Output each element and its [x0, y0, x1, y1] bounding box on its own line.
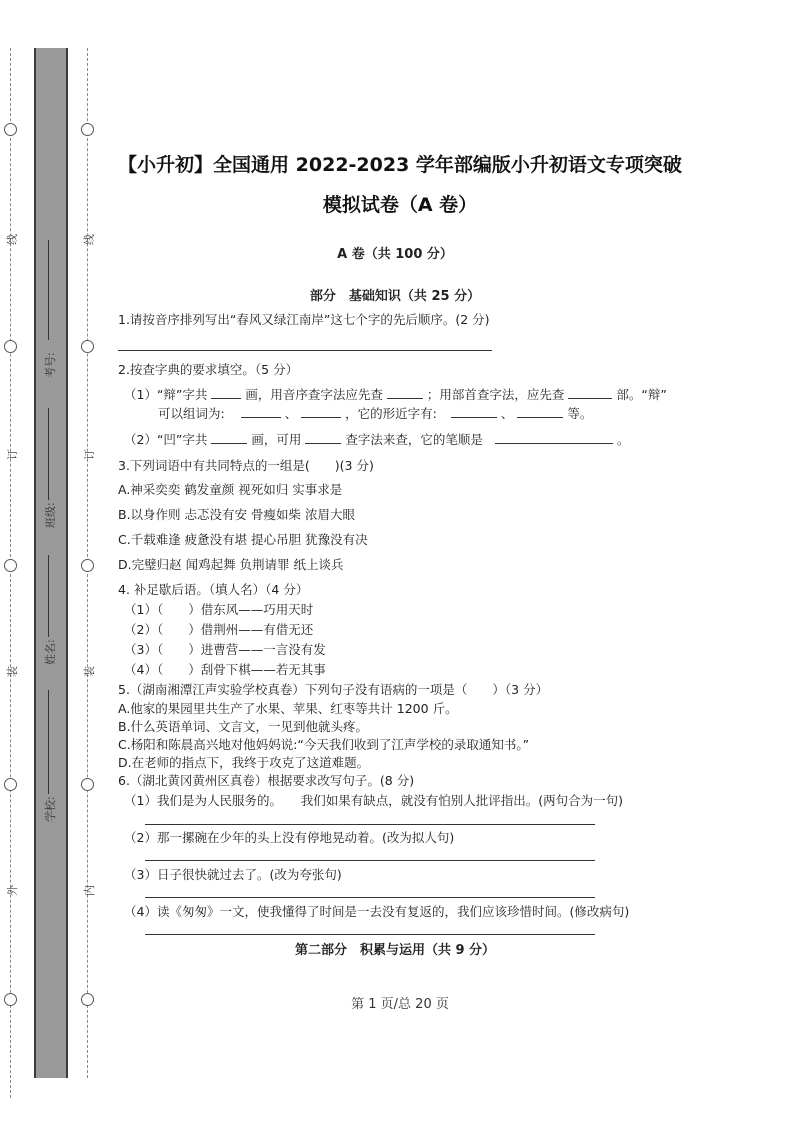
- q2-text: 等。: [567, 406, 593, 421]
- fill-blank[interactable]: [241, 405, 281, 418]
- option-d: D.在老师的指点下，我终于攻克了这道难题。: [118, 755, 370, 770]
- fill-blank[interactable]: [387, 386, 423, 399]
- q2-text: 、: [284, 406, 298, 421]
- q2-text: ；用部首查字法，应先查: [426, 387, 565, 402]
- fill-blank[interactable]: [211, 386, 241, 399]
- fill-blank[interactable]: [211, 431, 247, 444]
- list-item: （1）（ ）借东风——巧用天时: [124, 602, 314, 617]
- q2-text: 可以组词为:: [158, 406, 225, 421]
- outer-mark: 线: [6, 234, 19, 245]
- binding-hole-circle: [81, 559, 94, 572]
- question-2-part-1-cont: [158, 404, 592, 422]
- fill-blank[interactable]: [301, 405, 341, 418]
- list-item: （4）（ ）刮骨下棋——若无其事: [124, 662, 326, 677]
- list-item: （3）日子很快就过去了。(改为夸张句): [124, 867, 342, 882]
- binding-hole-circle: [81, 993, 94, 1006]
- question-2: 2.按查字典的要求填空。（5 分）: [118, 362, 299, 377]
- page-title: 【小升初】全国通用 2022-2023 学年部编版小升初语文专项突破: [118, 154, 682, 176]
- binding-hole-circle: [81, 123, 94, 136]
- binding-hole-circle: [4, 778, 17, 791]
- outer-mark: 装: [6, 666, 19, 677]
- list-item: （2）那一摞碗在少年的头上没有停地晃动着。(改为拟人句): [124, 830, 455, 845]
- exam-number-blank: [48, 240, 49, 340]
- option-d: D.完璧归赵 闻鸡起舞 负荆请罪 纸上谈兵: [118, 557, 344, 572]
- name-blank: [48, 555, 49, 637]
- answer-line: [145, 934, 595, 935]
- volume-header: A 卷（共 100 分）: [337, 247, 453, 262]
- binding-hole-circle: [81, 340, 94, 353]
- fill-blank[interactable]: [517, 405, 563, 418]
- list-item: （4）读《匆匆》一文，使我懂得了时间是一去没有复返的，我们应该珍惜时间。(修改病句): [124, 904, 630, 919]
- binding-hole-circle: [4, 123, 17, 136]
- question-4: 4. 补足歇后语。（填人名）（4 分）: [118, 582, 309, 597]
- list-item: （1）我们是为人民服务的。 我们如果有缺点，就没有怕别人批评指出。(两句合为一句): [124, 793, 623, 808]
- question-2-part-2: [124, 430, 629, 448]
- school-label: 学校:: [44, 796, 57, 822]
- part1-header: 部分 基础知识（共 25 分）: [309, 289, 481, 304]
- option-c: C.千载难逢 疲惫没有堪 提心吊胆 犹豫没有决: [118, 532, 368, 547]
- binding-hole-circle: [81, 778, 94, 791]
- class-label: 班级:: [44, 502, 57, 528]
- class-blank: [48, 408, 49, 500]
- outer-dashed-line: [10, 48, 11, 1098]
- option-c: C.杨阳和陈晨高兴地对他妈妈说:“今天我们收到了江声学校的录取通知书。”: [118, 737, 530, 752]
- answer-line: [145, 824, 595, 825]
- outer-mark: 外: [6, 885, 19, 896]
- option-b: B.以身作则 忐忑没有安 骨瘦如柴 浓眉大眼: [118, 507, 355, 522]
- inner-mark: 装: [83, 666, 96, 677]
- q2-text: 部。“辩”: [616, 387, 667, 402]
- inner-mark: 订: [83, 449, 96, 460]
- school-blank: [48, 690, 49, 794]
- q2-text: （1）“辩”字共: [124, 387, 208, 402]
- binding-hole-circle: [4, 340, 17, 353]
- q2-text: 、: [500, 406, 514, 421]
- list-item: （2）（ ）借荆州——有借无还: [124, 622, 314, 637]
- question-3: 3.下列词语中有共同特点的一组是( )(3 分): [118, 458, 374, 473]
- exam-number-label: 考号:: [44, 352, 57, 378]
- q2-text: 画，可用: [251, 432, 302, 447]
- option-a: A.他家的果园里共生产了水果、苹果、红枣等共计 1200 斤。: [118, 701, 458, 716]
- fill-blank[interactable]: [451, 405, 497, 418]
- question-1: 1.请按音序排列写出“春风又绿江南岸”这七个字的先后顺序。(2 分): [118, 312, 490, 327]
- q2-text: 画，用音序查字法应先查: [245, 387, 383, 402]
- page-footer: 第 1 页/总 20 页: [351, 997, 449, 1012]
- q2-text: 查字法来查，它的笔顺是: [345, 432, 483, 447]
- name-label: 姓名:: [44, 639, 57, 665]
- outer-mark: 订: [6, 449, 19, 460]
- binding-hole-circle: [4, 559, 17, 572]
- option-b: B.什么英语单词、文言文，一见到他就头疼。: [118, 719, 369, 734]
- binding-band: [34, 48, 68, 1078]
- answer-line: [145, 897, 595, 898]
- page-subtitle: 模拟试卷（A 卷）: [322, 194, 478, 216]
- question-5: 5.（湖南湘潭江声实验学校真卷）下列句子没有语病的一项是（ ）（3 分）: [118, 682, 549, 697]
- option-a: A.神采奕奕 鹤发童颜 视死如归 实事求是: [118, 482, 343, 497]
- fill-blank[interactable]: [305, 431, 341, 444]
- q2-text: （2）“凹”字共: [124, 432, 208, 447]
- list-item: （3）（ ）进曹营——一言没有发: [124, 642, 326, 657]
- question-6: 6.（湖北黄冈黄州区真卷）根据要求改写句子。(8 分): [118, 773, 415, 788]
- inner-mark: 线: [83, 234, 96, 245]
- inner-mark: 内: [83, 885, 96, 896]
- q2-text: 。: [616, 432, 630, 447]
- fill-blank[interactable]: [568, 386, 612, 399]
- part2-header: 第二部分 积累与运用（共 9 分）: [294, 943, 496, 958]
- binding-hole-circle: [4, 993, 17, 1006]
- answer-line: [145, 860, 595, 861]
- q2-text: ，它的形近字有:: [345, 406, 437, 421]
- answer-line: [118, 350, 492, 351]
- question-2-part-1: [124, 385, 667, 403]
- fill-blank[interactable]: [495, 431, 613, 444]
